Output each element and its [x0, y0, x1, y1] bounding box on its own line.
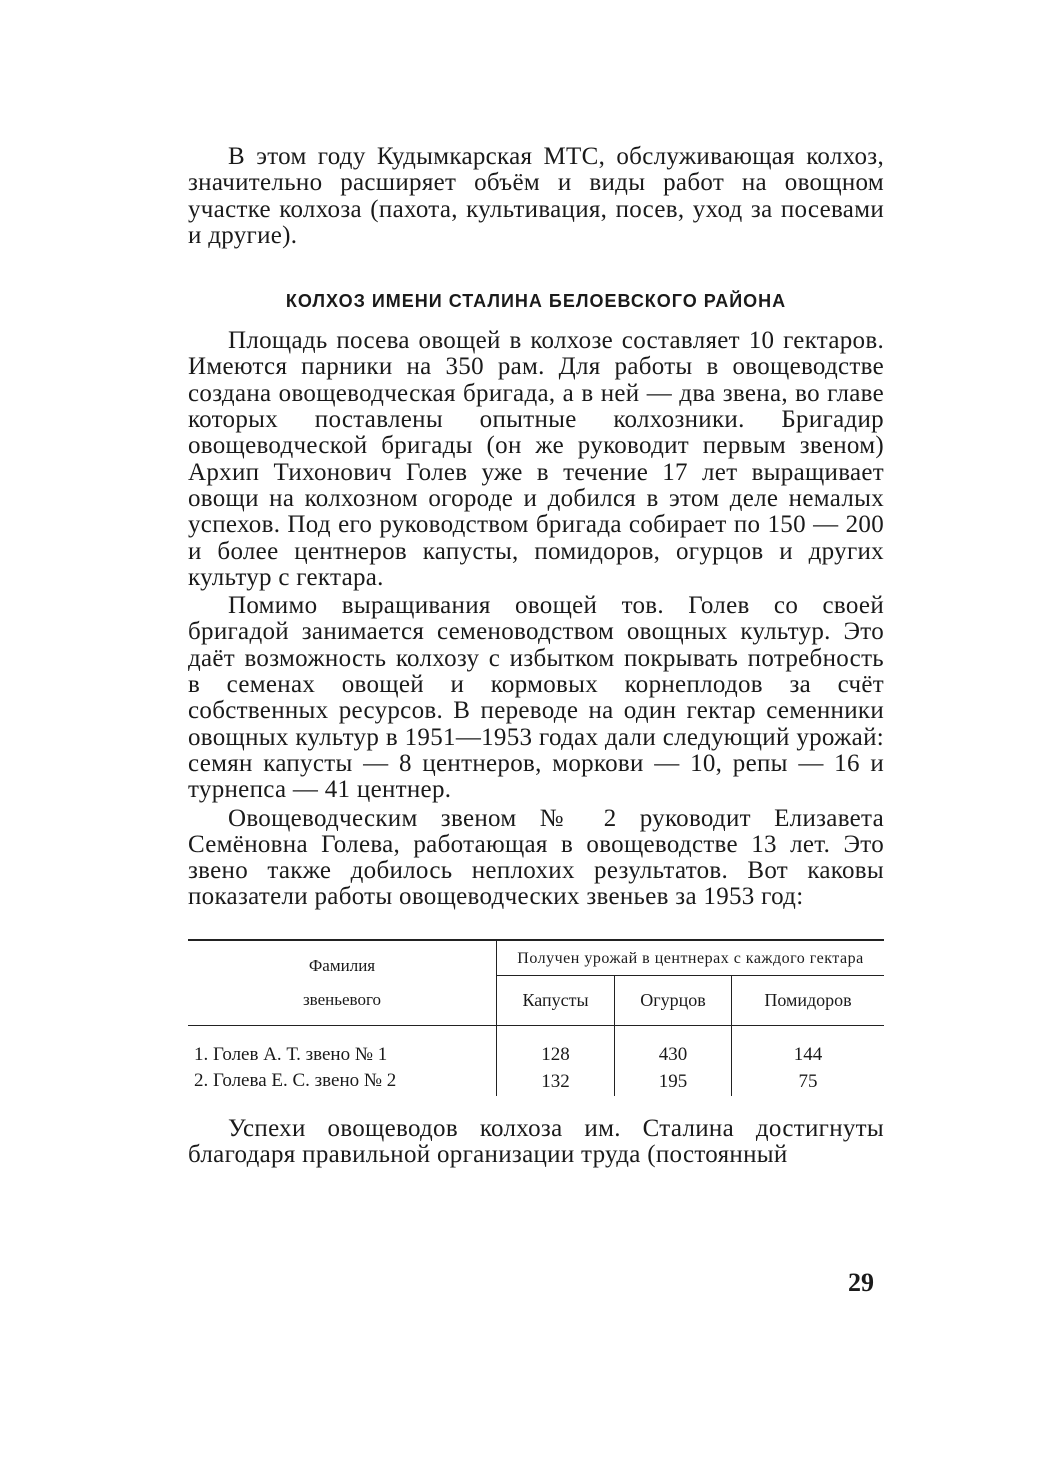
- section-heading: КОЛХОЗ ИМЕНИ СТАЛИНА БЕЛОЕВСКОГО РАЙОНА: [285, 291, 787, 312]
- column-header-tomatoes: Помидоров: [732, 976, 884, 1026]
- page-body: [188, 140, 884, 1168]
- row-name: 2. Голева Е. С. звено № 2: [188, 1068, 497, 1096]
- column-header-name: [188, 940, 497, 1026]
- paragraph-4: Успехи овощеводов колхоза им. Сталина достигнуты благодаря правильной организации труда (постоянный: [188, 1114, 884, 1169]
- paragraph-intro: В этом году Кудымкарская МТС, обслуживающая колхоз, значительно расширяет объём и виды работ на овощном участке колхоза (пахота, культивация, посев, уход за посевами и другие).: [188, 143, 884, 249]
- page-number: 29: [848, 1268, 874, 1297]
- table-row: [188, 1068, 884, 1096]
- paragraph-2: Помимо выращивания овощей тов. Голев со своей бригадой занимается семеноводством овощных культур. Это даёт возможность колхозу с избытком покрывать потребность в семенах овощей и кормовых корнеплодов за счёт собственных ресурсов. В переводе на один гектар семенники овощных культур в 1951—1953 годах дали следующий урожай: семян капусты — 8 центнеров, моркови — 10, репы — 16 и турнепса — 41 центнер.: [188, 592, 884, 804]
- row-name: 1. Голев А. Т. звено № 1: [188, 1025, 497, 1068]
- cell-tomatoes: 144: [793, 1043, 823, 1065]
- paragraph-3: Овощеводческим звеном № 2 руководит Елизавета Семёновна Голева, работающая в овощеводстве 13 лет. Это звено также добилось неплохих результатов. Вот каковы показатели работы овощеводческих звеньев за 1953 год:: [188, 804, 884, 911]
- column-header-cabbage: Капусты: [497, 976, 615, 1026]
- cell-cabbage: 132: [497, 1068, 615, 1096]
- column-header-name-line1: Фамилия: [308, 955, 376, 975]
- column-group-header: Получен урожай в центнерах с каждого гектара: [497, 940, 885, 976]
- cell-cucumbers: 430: [615, 1025, 732, 1068]
- cell-cucumbers: 195: [615, 1068, 732, 1096]
- column-header-cucumbers: Огурцов: [615, 976, 732, 1026]
- harvest-table: [188, 939, 884, 1096]
- column-header-name-line2: звеньевого: [302, 989, 382, 1009]
- cell-tomatoes: 75: [798, 1070, 818, 1092]
- cell-cabbage: 128: [497, 1025, 615, 1068]
- table-row: [188, 1025, 884, 1068]
- paragraph-1: Площадь посева овощей в колхозе составляет 10 гектаров. Имеются парники на 350 рам. Для работы в овощеводстве создана овощеводческая бригада, а в ней — два звена, во главе которых поставлены опытные колхозники. Бригадир овощеводческой бригады (он же руководит первым звеном) Архип Тихонович Голев уже в течение 17 лет выращивает овощи на колхозном огороде и добился в этом деле немалых успехов. Под его руководством бригада собирает по 150 — 200 и более центнеров капусты, помидоров, огурцов и других культур с гектара.: [188, 327, 884, 591]
